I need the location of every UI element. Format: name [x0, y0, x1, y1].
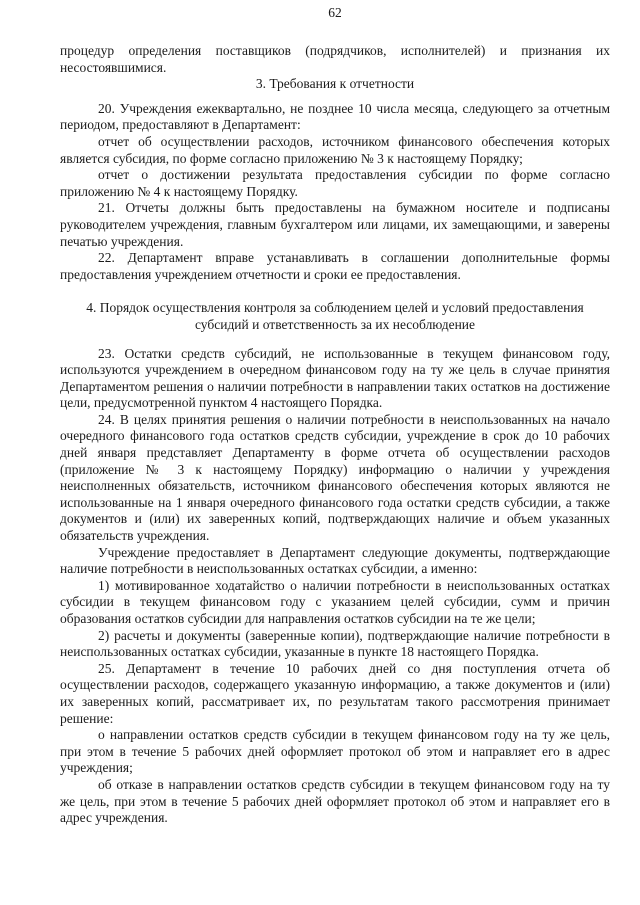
- paragraph-23: 23. Остатки средств субсидий, не использованные в текущем финансовом году, используются учреждением в очередном финансовом году на ту же цель в случае принятия Департаментом решения о наличии потребности в направлении таких остатков на достижение цели, предусмотренной пунктом 4 настоящего Порядка.: [60, 345, 610, 411]
- spacer: [60, 283, 610, 300]
- continuation-paragraph: процедур определения поставщиков (подрядчиков, исполнителей) и признания их несостоявшимися.: [60, 43, 610, 75]
- paragraph-25: 25. Департамент в течение 10 рабочих дней со дня поступления отчета об осуществлении расходов, содержащего указанную информацию, а также документов и (или) их заверенных копий, рассматривает их, по результатам такого рассмотрения принимает решение:: [60, 660, 610, 726]
- paragraph-25-decision-2: об отказе в направлении остатков средств субсидии в текущем финансовом году на ту же цель, при этом в течение 5 рабочих дней оформляет протокол об этом и направляет его в адрес учреждения.: [60, 776, 610, 826]
- document-body: [60, 43, 610, 827]
- paragraph-25-decision-1: о направлении остатков средств субсидии в текущем финансовом году на ту же цель, при этом в течение 5 рабочих дней оформляет протокол об этом и направляет его в адрес учреждения;: [60, 727, 610, 776]
- paragraph-20: 20. Учреждения ежеквартально, не позднее 10 числа месяца, следующего за отчетным периодом, предоставляют в Департамент:: [60, 100, 610, 133]
- section-3-heading: 3. Требования к отчетности: [255, 76, 415, 92]
- section-4-heading: 4. Порядок осуществления контроля за соблюдением целей и условий предоставления субсидий и ответственность за их несоблюдение: [86, 300, 584, 332]
- paragraph-24-item-1: 1) мотивированное ходатайство о наличии потребности в неиспользованных остатках субсидии в текущем финансовом году с указанием целей субсидии, сумм и причин образования остатков субсидии для направления остатков субсидии на те же цели;: [60, 577, 610, 626]
- paragraph-22: 22. Департамент вправе устанавливать в соглашении дополнительные формы предоставления учреждением отчетности и сроки ее предоставления.: [60, 250, 610, 282]
- page-number: 62: [328, 5, 342, 20]
- paragraph-21: 21. Отчеты должны быть предоставлены на бумажном носителе и подписаны руководителем учреждения, главным бухгалтером или лицами, их замещающими, и заверены печатью учреждения.: [60, 200, 610, 249]
- paragraph-20-item-1: отчет об осуществлении расходов, источником финансового обеспечения которых является субсидия, по форме согласно приложению № 3 к настоящему Порядку;: [60, 133, 610, 166]
- spacer: [60, 334, 610, 346]
- paragraph-20-item-2: отчет о достижении результата предоставления субсидии по форме согласно приложению № 4 к настоящему Порядку.: [60, 167, 610, 199]
- spacer: [60, 93, 610, 101]
- paragraph-24: 24. В целях принятия решения о наличии потребности в неиспользованных на начало очередного финансового года остатков средств субсидии, учреждение в срок до 10 рабочих дней января представляет Департаменту в форме отчета об осуществлении расходов (приложение № 3 к настоящему Порядку) информацию о наличии у учреждения неисполненных обязательств, источником финансового обеспечения которых являются не использованные на 1 января очередного финансового года остатки средств субсидии, а также документов и (или) их заверенных копий, подтверждающих наличие и объем указанных обязательств учреждения.: [60, 411, 610, 544]
- paragraph-24-item-2: 2) расчеты и документы (заверенные копии), подтверждающие наличие потребности в неиспользованных остатках субсидии, указанные в пункте 18 настоящего Порядка.: [60, 627, 610, 660]
- paragraph-24-documents: Учреждение предоставляет в Департамент следующие документы, подтверждающие наличие потребности в неиспользованных остатках субсидии, а именно:: [60, 544, 610, 577]
